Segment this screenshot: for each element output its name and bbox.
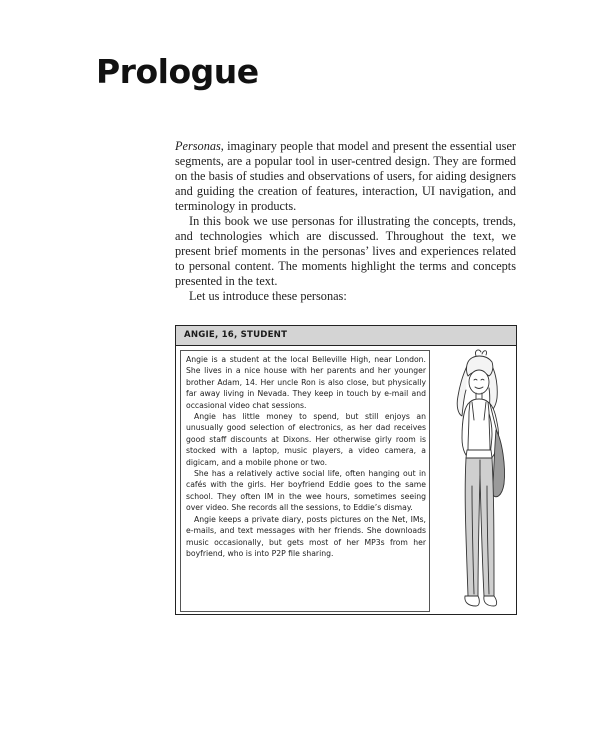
intro-paragraph-1-rest: , imaginary people that model and present the essential user segments, are a popular tool in user-centred design. They are formed on the basis of studies and observations of users, for aiding designers and guiding the creation of features, interaction, UI navigation, and terminology in products. (175, 139, 516, 213)
personas-term: Personas (175, 139, 221, 153)
persona-paragraph: Angie keeps a private diary, posts pictures on the Net, IMs, e-mails, and text messages with her friends. She downloads music occasionally, but gets most of her MP3s from her boyfriend, who is into P2P file sharing. (186, 514, 426, 558)
persona-paragraph: Angie has little money to spend, but still enjoys an unusually good selection of electronics, as her dad receives good staff discounts at Dixons. Her otherwise girly room is stocked with a laptop, music players, a video camera, a digicam, and a mobile phone or two. (186, 412, 426, 467)
intro-paragraph-1 (175, 139, 516, 214)
intro-paragraph-3: Let us introduce these personas: (189, 289, 347, 303)
persona-paragraph: Angie is a student at the local Belleville High, near London. She lives in a nice house with her parents and her younger brother Adam, 14. Her uncle Ron is also close, but physically far away living in Nevada. They keep in touch by e-mail and occasional video chat sessions. (186, 355, 426, 410)
persona-box-header: ANGIE, 16, STUDENT (176, 326, 516, 346)
page-title: Prologue (96, 52, 259, 91)
persona-box (175, 325, 517, 615)
intro-paragraph-2: In this book we use personas for illustrating the concepts, trends, and technologies which are discussed. Throughout the text, we present brief moments in the personas’ lives and experiences related to personal content. The moments highlight the terms and concepts presented in the text. (175, 214, 516, 288)
persona-illustration (434, 346, 514, 612)
intro-text (175, 139, 516, 304)
persona-paragraph: She has a relatively active social life, often hanging out in cafés with the girls. Her boyfriend Eddie goes to the same school. They often IM in the wee hours, sometimes seeing over video. She records all the sessions, to Eddie’s dismay. (186, 469, 426, 513)
persona-description (180, 350, 430, 612)
